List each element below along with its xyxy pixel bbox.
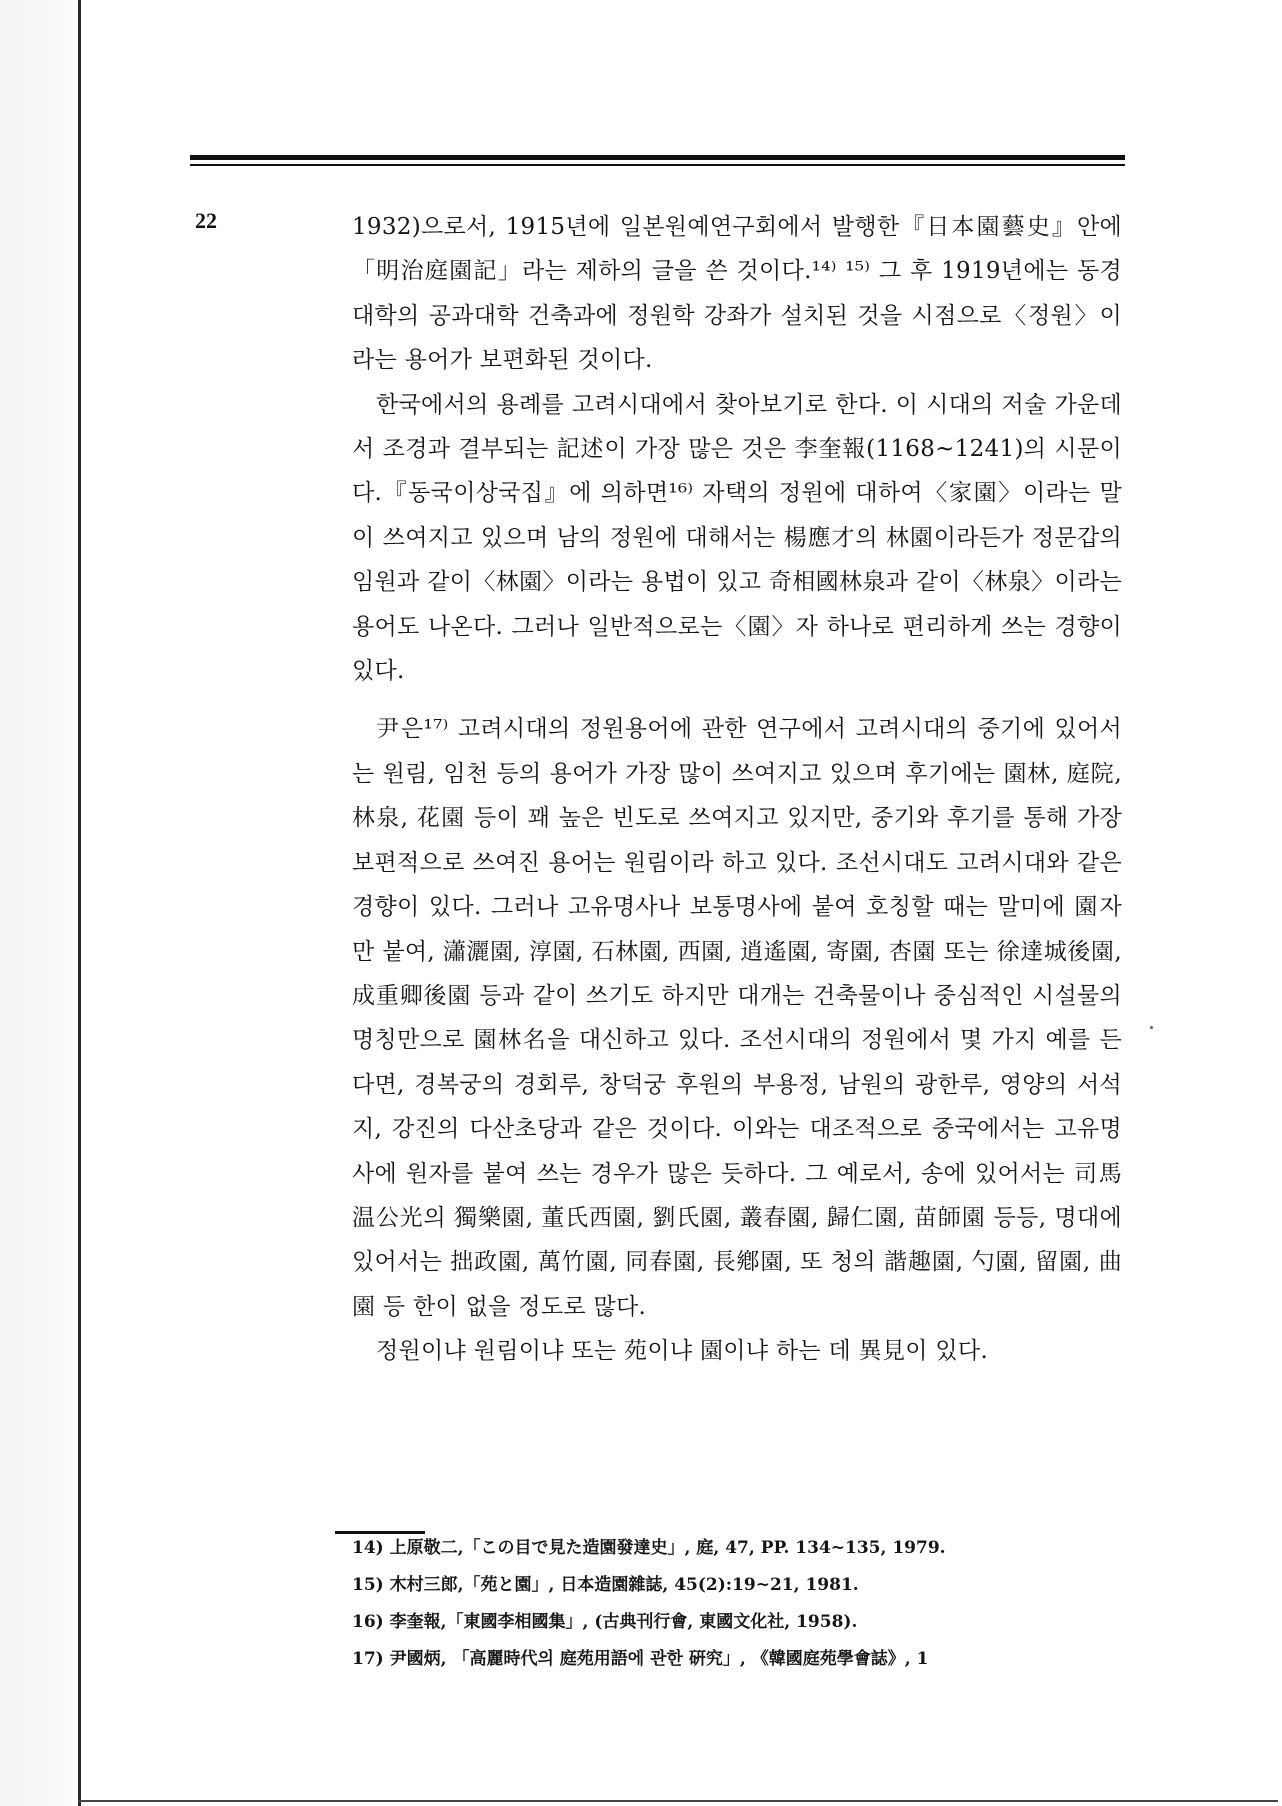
- body-text: [352, 205, 1122, 1374]
- footnote-17: 17) 尹國炳, 「高麗時代의 庭苑用語에 관한 硏究」, 《韓國庭苑學會誌》, 1: [352, 1649, 929, 1669]
- paragraph-2: 한국에서의 용례를 고려시대에서 찾아보기로 한다. 이 시대의 저술 가운데서 조경과 결부되는 記述이 가장 많은 것은 李奎報(1168~1241)의 시문이다.『동국이상국집』에 의하면¹⁶⁾ 자택의 정원에 대하여〈家園〉이라는 말이 쓰여지고 있으며 남의 정원에 대해서는 楊應才의 林園이라든가 정문갑의 임원과 같이〈林園〉이라는 용법이 있고 奇相國林泉과 같이〈林泉〉이라는 용어도 나온다. 그러나 일반적으로는〈園〉자 하나로 편리하게 쓰는 경향이 있다.: [352, 391, 1122, 685]
- footnote-15: 15) 木村三郎,「苑と園」, 日本造園雜誌, 45(2):19~21, 1981.: [352, 1575, 859, 1595]
- footnotes: [352, 1530, 1122, 1678]
- header-rule-thick: [190, 155, 1125, 160]
- paragraph-3: 尹은¹⁷⁾ 고려시대의 정원용어에 관한 연구에서 고려시대의 중기에 있어서는 원림, 임천 등의 용어가 가장 많이 쓰여지고 있으며 후기에는 園林, 庭院, 林泉, 花園 등이 꽤 높은 빈도로 쓰여지고 있지만, 중기와 후기를 통해 가장 보편적으로 쓰여진 용어는 원림이라 하고 있다. 조선시대도 고려시대와 같은 경향이 있다. 그러나 고유명사나 보통명사에 붙여 호칭할 때는 말미에 園자만 붙여, 瀟灑園, 淳園, 石林園, 西園, 逍遙園, 寄園, 杏園 또는 徐達城後園, 成重卿後園 등과 같이 쓰기도 하지만 대개는 건축물이나 중심적인 시설물의 명칭만으로 園林名을 대신하고 있다. 조선시대의 정원에서 몇 가지 예를 든다면, 경복궁의 경회루, 창덕궁 후원의 부용정, 남원의 광한루, 영양의 서석지, 강진의 다산초당과 같은 것이다. 이와는 대조적으로 중국에서는 고유명사에 원자를 붙여 쓰는 경우가 많은 듯하다. 그 예로서, 송에 있어서는 司馬温公光의 獨樂園, 董氏西園, 劉氏園, 叢春園, 歸仁園, 苗師園 등등, 명대에 있어서는 拙政園, 萬竹園, 同春園, 長鄕園, 또 청의 諧趣園, 勺園, 留園, 曲園 등 한이 없을 정도로 많다.: [352, 716, 1122, 1320]
- page-bottom-edge: [78, 1800, 1278, 1802]
- paragraph-1: 1932)으로서, 1915년에 일본원예연구회에서 발행한『日本園藝史』안에「明治庭園記」라는 제하의 글을 쓴 것이다.¹⁴⁾ ¹⁵⁾ 그 후 1919년에는 동경대학의 공과대학 건축과에 정원학 강좌가 설치된 것을 시점으로〈정원〉이라는 용어가 보편화된 것이다.: [352, 214, 1122, 374]
- binding-shadow: [0, 0, 78, 1806]
- footnote-14: 14) 上原敬二,「この目で見た造園發達史」, 庭, 47, PP. 134~135, 1979.: [352, 1538, 946, 1558]
- header-rule-thin: [190, 164, 1125, 166]
- page-number: 22: [195, 208, 217, 233]
- page-left-edge: [78, 0, 81, 1806]
- scan-speck: [1150, 1026, 1153, 1029]
- footnote-16: 16) 李奎報,「東國李相國集」, (古典刊行會, 東國文化社, 1958).: [352, 1612, 858, 1632]
- paragraph-4: 정원이냐 원림이냐 또는 苑이냐 園이냐 하는 데 異見이 있다.: [376, 1338, 989, 1365]
